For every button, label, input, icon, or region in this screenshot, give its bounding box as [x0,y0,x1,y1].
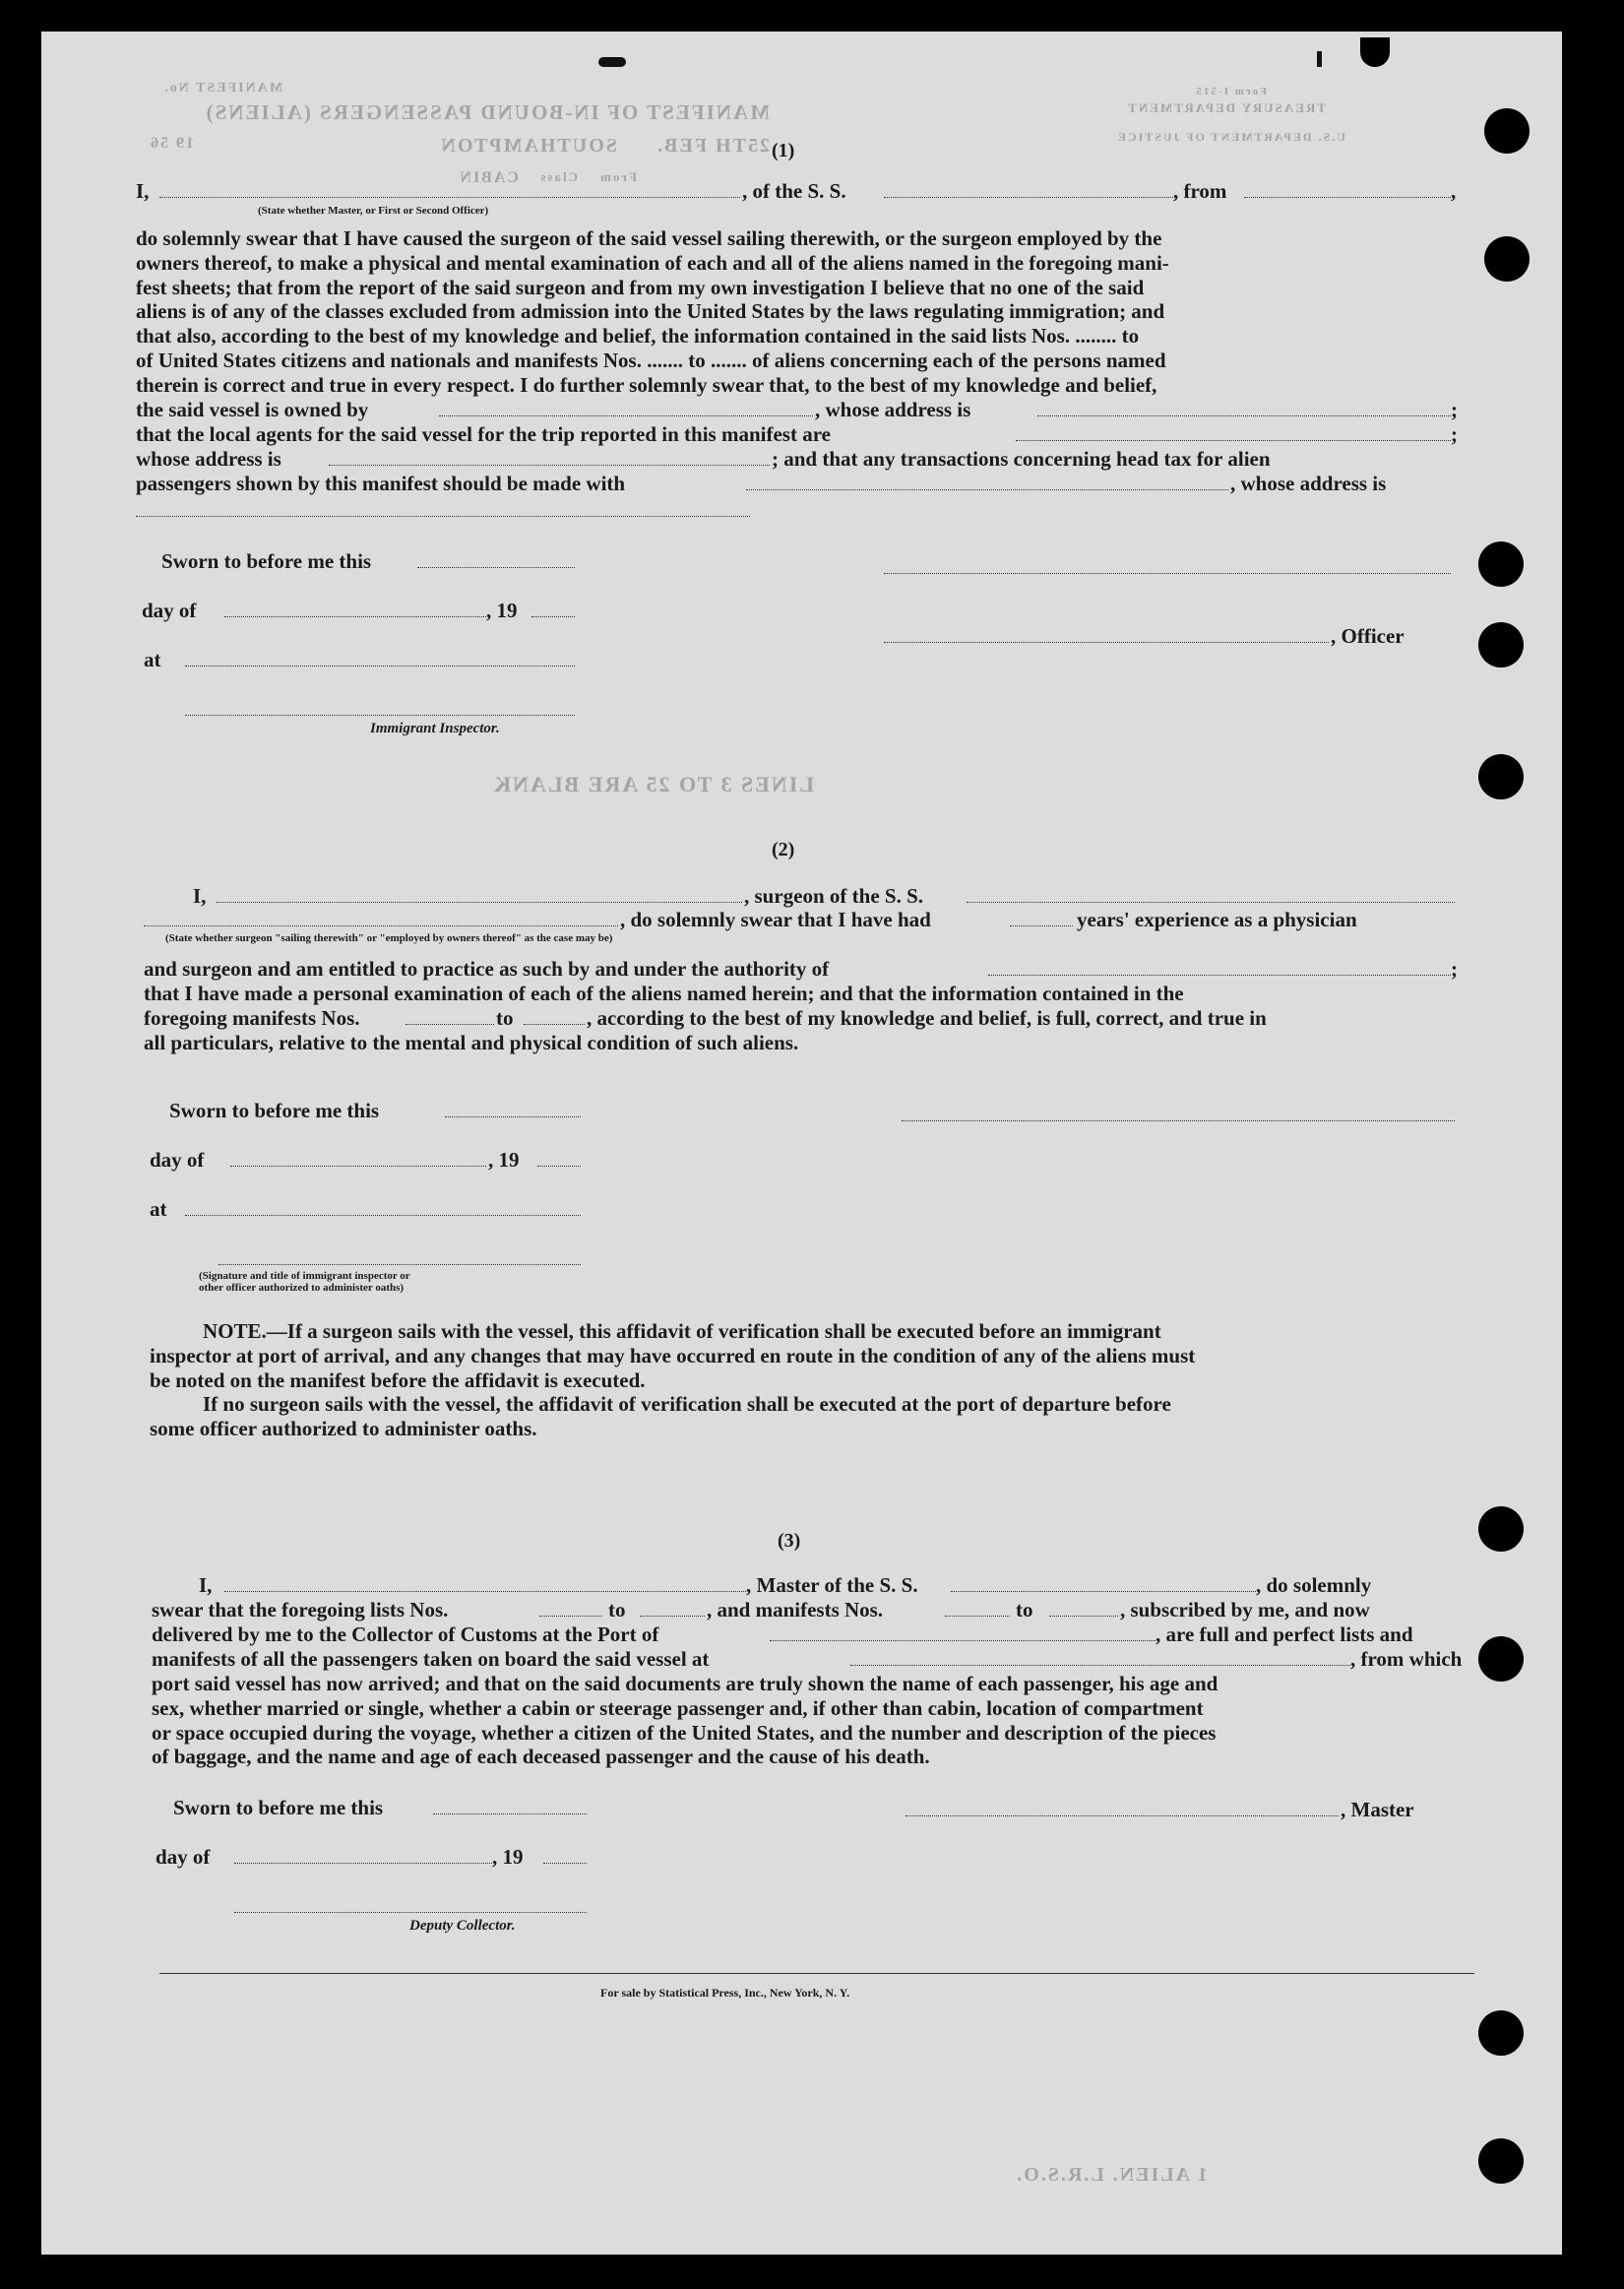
s1-body [136,226,1455,398]
s3-lists-to-field[interactable] [640,1616,705,1617]
s1-semicolon: ; [1451,398,1458,421]
s3-i-label: I, [199,1573,213,1597]
s3-vessel-field[interactable] [951,1591,1256,1592]
bleed-blank-lines: LINES 3 TO 25 ARE BLANK [492,772,814,796]
s3-master-of: , Master of the S. S. [746,1573,918,1597]
s2-note-line: inspector at port of arrival, and any changes that may have occurred en route in the condition of any of the aliens must [150,1343,1196,1367]
section-2-heading: (2) [772,839,795,860]
s3-to-1: to [608,1598,626,1621]
s1-officer-signature-2[interactable] [884,642,1329,643]
s3-port-field[interactable] [770,1640,1156,1641]
s1-officer-name-field[interactable] [159,197,740,198]
s1-comma: , [1451,179,1457,203]
s1-officer-label: , Officer [1331,624,1405,648]
s2-surgeon-name-field[interactable] [217,902,742,903]
bleed-title: MANIFEST OF IN-BOUND PASSENGERS (ALIENS) [204,100,770,124]
s1-body-line: that also, according to the best of my knowledge and belief, the information contained in the said lists Nos. ........ to [136,324,1140,349]
s2-at: at [150,1197,167,1221]
s1-local-agents: that the local agents for the said vessel for the trip reported in this manifest are [136,422,831,446]
s3-day-of: day of [156,1845,211,1869]
s2-day-field[interactable] [230,1166,486,1167]
s2-surgeon-type-field[interactable] [144,925,618,926]
s2-manifests-nos: foregoing manifests Nos. [144,1006,360,1030]
s3-embark-field[interactable] [850,1665,1350,1666]
bleed-dept: TREASURY DEPARTMENT [1126,100,1326,115]
s2-authority: and surgeon and am entitled to practice as such by and under the authority of [144,957,830,981]
s2-year: , 19 [488,1148,520,1172]
s3-subscribed: , subscribed by me, and now [1120,1598,1370,1621]
s3-swear-lists: swear that the foregoing lists Nos. [152,1598,449,1621]
s2-note-line: If no surgeon sails with the vessel, the affidavit of verification shall be executed at the port of departure before [203,1392,1171,1417]
s2-swear: , do solemnly swear that I have had [620,908,931,931]
s2-inspector-signature[interactable] [219,1264,581,1265]
s3-body-line: of baggage, and the name and age of each deceased passenger and the cause of his death. [152,1745,930,1769]
s1-officer-signature-1[interactable] [884,573,1451,574]
s1-at: at [144,648,161,671]
s3-lists-from-field[interactable] [539,1616,602,1617]
s3-body-line: or space occupied during the voyage, whether a citizen of the United States, and the number and description of the pieces [152,1720,1217,1745]
s1-whose-address-2: whose address is [136,447,281,471]
s3-sworn-field[interactable] [433,1813,587,1814]
footer-imprint: For sale by Statistical Press, Inc., New York, N. Y. [600,1986,850,2000]
s1-year-field[interactable] [531,616,575,617]
s3-to-2: to [1016,1598,1033,1621]
s2-years: years' experience as a physician [1077,908,1357,931]
s1-passengers: passengers shown by this manifest should be made with [136,472,626,495]
s3-and-manifests: , and manifests Nos. [707,1598,884,1621]
s2-note-line: some officer authorized to administer oaths. [150,1417,537,1441]
s1-officer-note: (State whether Master, or First or Second Officer) [258,205,489,217]
bleed-class-value: CABIN [458,169,519,186]
s1-head-tax: ; and that any transactions concerning head tax for alien [772,447,1271,471]
s3-manifests-from-field[interactable] [945,1616,1010,1617]
s2-semicolon: ; [1451,957,1458,981]
s3-body-line: sex, whether married or single, whether a cabin or steerage passenger and, if other than cabin, location of compartment [152,1695,1204,1720]
s1-head-tax-address-field[interactable] [136,516,750,517]
s1-agents-field[interactable] [1016,440,1451,441]
bleed-class-label: Class [538,169,578,184]
s2-sig-note-2: other officer authorized to administer oaths) [199,1282,405,1294]
s1-inspector-label: Immigrant Inspector. [370,721,500,736]
s1-owned-by: the said vessel is owned by [136,398,369,421]
section-3-heading: (3) [778,1530,801,1552]
s1-from-label: , from [1173,179,1227,203]
bleed-form-no: Form I-515 [1194,86,1267,97]
s2-to: to [496,1006,514,1030]
s3-master-signature[interactable] [906,1815,1339,1816]
s2-at-field[interactable] [185,1215,581,1216]
section-1-heading: (1) [772,140,795,161]
s2-surgeon-signature[interactable] [902,1120,1455,1121]
s1-i-label: I, [136,179,150,203]
s1-at-field[interactable] [185,666,575,667]
s2-sig-note-1: (Signature and title of immigrant inspector or [199,1270,410,1282]
s1-body-line: fest sheets; that from the report of the said surgeon and from my own investigation I believe that no one of the said [136,275,1145,299]
s3-do-solemnly: , do solemnly [1256,1573,1372,1597]
s1-whose-address: , whose address is [815,398,971,421]
s2-sworn-field[interactable] [445,1116,581,1117]
s2-manifest-from-field[interactable] [406,1024,494,1025]
s1-body-line: therein is correct and true in every respect. I do further solemnly swear that, to the best of my knowledge and belief, [136,372,1157,397]
s2-surgeon-note: (State whether surgeon "sailing therewith" or "employed by owners thereof" as the case may be) [165,932,613,944]
s1-agents-address-field[interactable] [329,465,770,466]
s2-vessel-field[interactable] [967,902,1455,903]
s2-according: , according to the best of my knowledge and belief, is full, correct, and true in [587,1006,1267,1030]
s3-delivered: delivered by me to the Collector of Customs at the Port of [152,1622,659,1646]
s1-year: , 19 [486,599,518,622]
s1-from-field[interactable] [1244,197,1451,198]
s3-full-lists: , are full and perfect lists and [1156,1622,1413,1646]
s3-body [152,1672,1475,1769]
s2-note-line: be noted on the manifest before the affidavit is executed. [150,1367,646,1392]
bleed-port: SOUTHAMPTON [439,135,617,157]
s3-body-line: port said vessel has now arrived; and that on the said documents are truly shown the name of each passenger, his age and [152,1672,1218,1695]
s3-deputy-label: Deputy Collector. [409,1918,516,1934]
s1-of-ss: , of the S. S. [742,179,846,203]
s2-manifest-to-field[interactable] [524,1024,585,1025]
s3-sworn: Sworn to before me this [173,1796,384,1819]
bleed-from-label: From [598,169,637,184]
footer-rule [159,1973,1474,1974]
s3-master-label: , Master [1341,1798,1414,1821]
s2-sworn: Sworn to before me this [169,1099,380,1122]
s2-day-of: day of [150,1148,205,1172]
s3-year-field[interactable] [543,1863,587,1864]
s1-inspector-signature[interactable] [185,715,575,716]
s1-body-line: do solemnly swear that I have caused the surgeon of the said vessel sailing therewith, or the surgeon employed by the [136,226,1162,250]
s1-sworn: Sworn to before me this [161,549,372,573]
s2-year-field[interactable] [537,1166,581,1167]
s1-body-line: of United States citizens and nationals and manifests Nos. ....... to ....... of aliens concerning each of the persons named [136,348,1166,372]
s1-head-tax-agent-field[interactable] [746,489,1228,490]
s3-master-name-field[interactable] [224,1591,746,1592]
s2-note-label: NOTE.— [203,1319,287,1343]
bleed-year: 19 56 [149,135,194,152]
s2-note [150,1319,1468,1441]
bleed-justice: U.S. DEPARTMENT OF JUSTICE [1115,130,1345,144]
s1-owner-address-field[interactable] [1037,415,1451,416]
s1-semicolon: ; [1451,422,1458,446]
bleed-manifest-no: MANIFEST No. [162,81,282,95]
s2-years-field[interactable] [1010,925,1073,926]
s3-manifests-all: manifests of all the passengers taken on board the said vessel at [152,1647,710,1671]
s2-surgeon-of: , surgeon of the S. S. [744,884,924,908]
s1-whose-address-3: , whose address is [1230,472,1387,495]
s3-year: , 19 [492,1845,524,1869]
s1-day-field[interactable] [224,616,486,617]
s3-manifests-to-field[interactable] [1049,1616,1118,1617]
s1-owner-field[interactable] [439,415,813,416]
s2-i-label: I, [193,884,207,908]
s1-body-line: owners thereof, to make a physical and mental examination of each and all of the aliens named in the foregoing mani- [136,250,1169,275]
bleed-footer: 1 ALIEN. L.R.S.O. [1015,2164,1208,2186]
s1-day-of: day of [142,599,197,622]
manifest-back-page [41,32,1562,2255]
s3-day-field[interactable] [234,1863,492,1864]
s1-sworn-field[interactable] [417,567,575,568]
s2-note-line: NOTE.—If a surgeon sails with the vessel, this affidavit of verification shall be executed before an immigrant [203,1319,1161,1343]
bleed-date: 25TH FEB. [656,135,770,157]
s1-vessel-field[interactable] [884,197,1173,198]
s1-body-line: aliens is of any of the classes excluded from admission into the United States by the laws regulating immigration; and [136,299,1165,324]
s2-authority-field[interactable] [988,975,1451,976]
s2-particulars: all particulars, relative to the mental and physical condition of such aliens. [144,1031,799,1054]
s3-from-which: , from which [1350,1647,1463,1671]
s2-exam: that I have made a personal examination of each of the aliens named herein; and that the information contained in the [144,982,1184,1005]
s3-deputy-signature[interactable] [234,1912,587,1913]
